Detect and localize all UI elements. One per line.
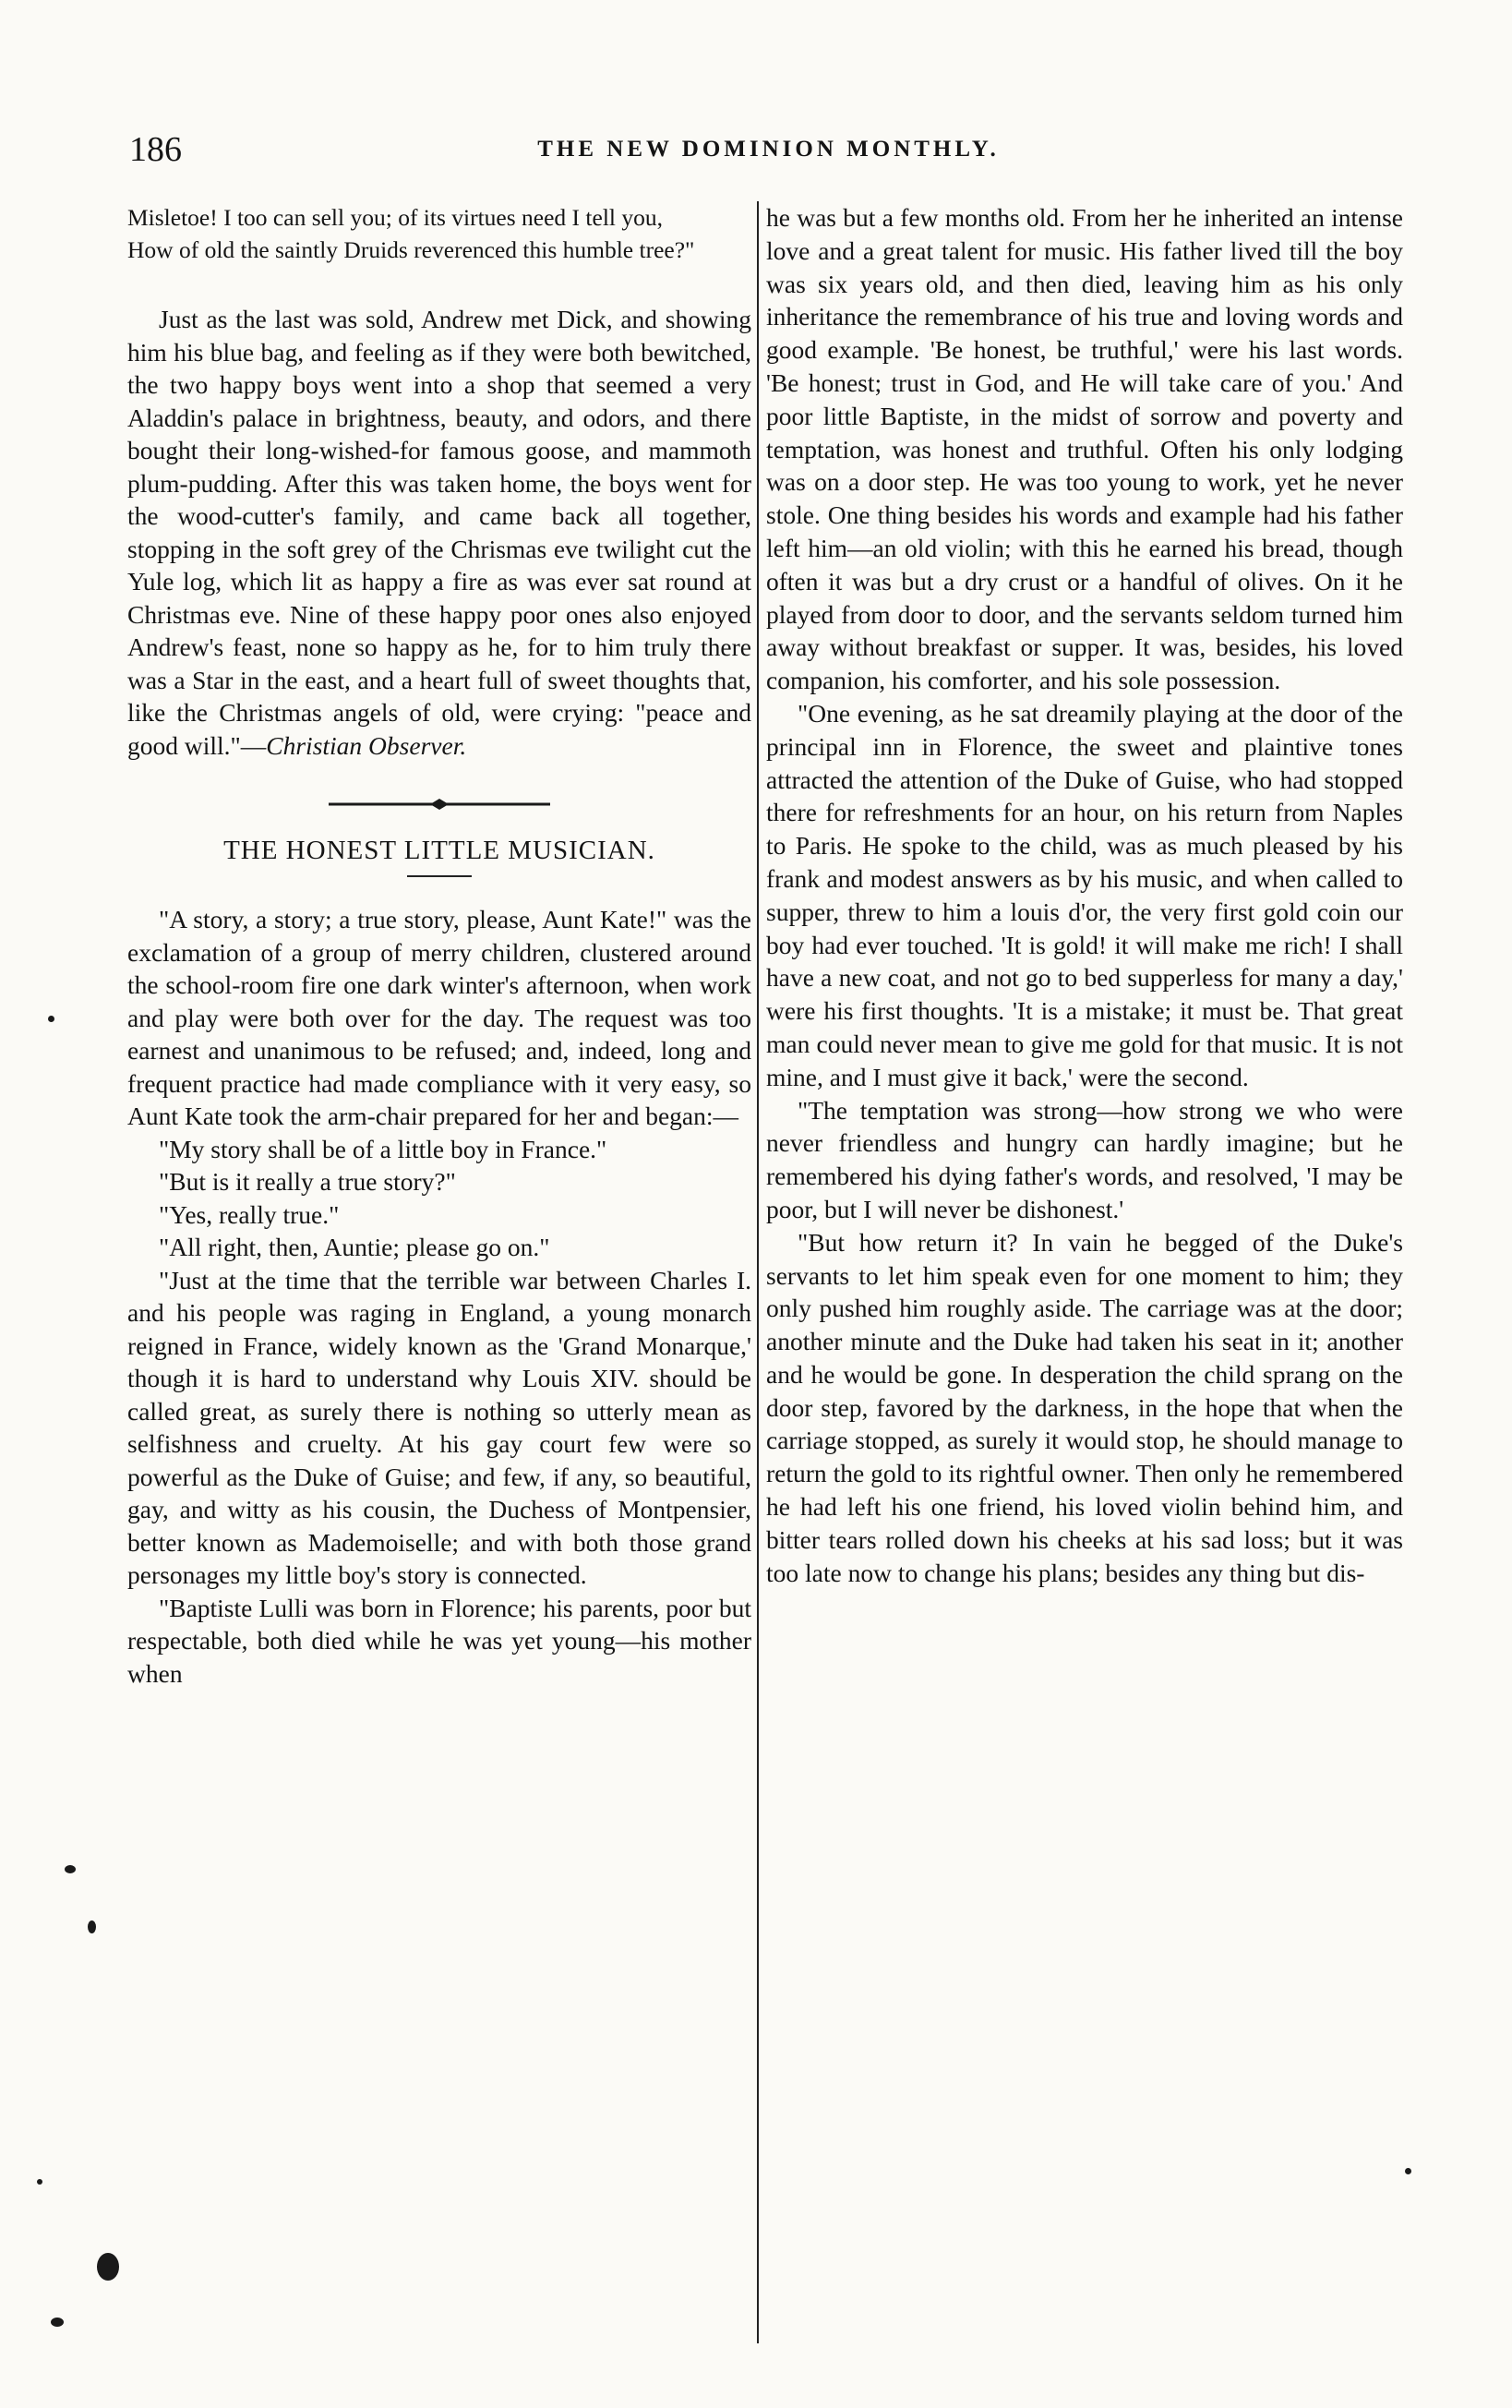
story-paragraph: "But how return it? In vain he begged of the Duke's servants to let him speak even for one moment to him; they only pushed him roughly aside. The carriage was at the door; another minute and the Duke had taken his seat in it; another and he would be gone. In desperation the child sprang on the door step, favored by the darkness, in the hope that when the carriage stopped, as surely it would stop, he should manage to return the gold to its rightful owner. Then only he remembered he had left his one friend, his loved violin behind him, and bitter tears rolled down his cheeks at his sad loss; but it was too late now to change his plans; besides any thing but dis- bbox=[766, 1227, 1403, 1587]
ink-speck bbox=[37, 2179, 42, 2185]
ink-speck bbox=[88, 1920, 96, 1933]
title-rule bbox=[407, 875, 472, 877]
ink-speck bbox=[1405, 2168, 1411, 2174]
story-paragraph: "All right, then, Auntie; please go on." bbox=[159, 1233, 550, 1261]
ink-speck bbox=[51, 2318, 64, 2327]
story-paragraph: "Yes, really true." bbox=[159, 1199, 340, 1229]
verse-line: How of old the saintly Druids reverenced this humble tree?" bbox=[127, 236, 695, 263]
page-number: 186 bbox=[129, 130, 182, 169]
story-title: THE HONEST LITTLE MUSICIAN. bbox=[223, 836, 655, 865]
page-header bbox=[129, 129, 1408, 185]
verse-line: Misletoe! I too can sell you; of its virtues need I tell you, bbox=[127, 204, 664, 231]
story-paragraph: "A story, a story; a true story, please, Aunt Kate!" was the exclamation of a group of merry children, clustered around the school-room fire one dark winter's afternoon, when work and play were both over for the day. The request was too earnest and unanimous to be refused; and, indeed, long and frequent practice had made compliance with it very easy, so Aunt Kate took the arm-chair prepared for her and began:— bbox=[127, 905, 751, 1130]
ornament-rule-icon bbox=[329, 797, 550, 812]
column-divider bbox=[757, 201, 759, 2343]
verse-block bbox=[127, 201, 751, 266]
story-paragraph: "Baptiste Lulli was born in Florence; his parents, poor but respectable, both died while he was yet young—his mother when bbox=[127, 1593, 751, 1688]
right-column bbox=[766, 201, 1403, 2353]
running-head: THE NEW DOMINION MONTHLY. bbox=[537, 137, 1000, 162]
ink-speck bbox=[48, 1016, 54, 1022]
ink-speck bbox=[97, 2253, 119, 2281]
story-paragraph: "My story shall be of a little boy in France." bbox=[159, 1134, 607, 1163]
closing-paragraph bbox=[127, 303, 751, 762]
story-paragraph: he was but a few months old. From her he inherited an intense love and a great talent for music. His father lived till the boy was six years old, and then died, leaving him as his only inheritance the remembrance of his true and loving words and good example. 'Be honest, be truthful,' were his last words. 'Be honest; trust in God, and He will take care of you.' And poor little Baptiste, in the midst of sorrow and poverty and temptation, was honest and truthful. Often his only lodging was on a door step. He was too young to work, yet he never stole. One thing besides his words and example had his father left him—an old violin; with this he earned his bread, though often it was but a dry crust or a handful of olives. On it he played from door to door, and the servants seldom turned him away without breakfast or supper. It was, besides, his loved companion, his comforter, and his sole possession. bbox=[766, 203, 1403, 695]
source-credit: Christian Observer. bbox=[266, 730, 467, 760]
story-paragraph: "Just at the time that the terrible war between Charles I. and his people was raging in England, a young monarch reigned in France, widely known as the 'Grand Monarque,' though it is hard to understand why Louis XIV. should be called great, as surely there is nothing so utterly mean as selfishness and cruelty. At his gay court few were so powerful as the Duke of Guise; and few, if any, so beautiful, gay, and witty as his cousin, the Duchess of Montpensier, better known as Mademoiselle; and with both those grand personages my little boy's story is connected. bbox=[127, 1265, 751, 1589]
left-column bbox=[127, 201, 751, 2353]
closing-paragraph-text: Just as the last was sold, Andrew met Dick, and showing him his blue bag, and feeling as if they were both bewitched, the two happy boys went into a shop that seemed a very Aladdin's palace in brightness, beauty, and odors, and there bought their long-wished-for famous goose, and mammoth plum-pudding. After this was taken home, the boys went for the wood-cutter's family, and came back all together, stopping in the soft grey of the Chrismas eve twilight cut the Yule log, which lit as happy a fire as was ever sat round at Christmas eve. Nine of these happy poor ones also enjoyed Andrew's feast, none so happy as he, for to him truly there was a Star in the east, and a heart full of sweet thoughts that, like the Christmas angels of old, were crying: "peace and good will."— bbox=[127, 305, 751, 760]
story-paragraph: "The temptation was strong—how strong we who were never friendless and hungry can hardly imagine; but he remembered his dying father's words, and resolved, 'I may be poor, but I will never be dishonest.' bbox=[766, 1095, 1403, 1223]
story-paragraph: "One evening, as he sat dreamily playing at the door of the principal inn in Florence, the sweet and plaintive tones attracted the attention of the Duke of Guise, who had stopped there for refreshments for an hour, on his return from Naples to Paris. He spoke to the child, was as much pleased by his frank and modest answers as by his music, and when called to supper, threw to him a louis d'or, the very first gold coin our boy had ever touched. 'It is gold! it will make me rich! I shall have a new coat, and not go to bed supperless for many a day,' were his first thoughts. 'It is a mistake; it must be. That great man could never mean to give me gold for that music. It is not mine, and I must give it back,' were the second. bbox=[766, 698, 1403, 1091]
story-paragraph: "But is it really a true story?" bbox=[159, 1167, 456, 1196]
ink-speck bbox=[65, 1865, 76, 1873]
